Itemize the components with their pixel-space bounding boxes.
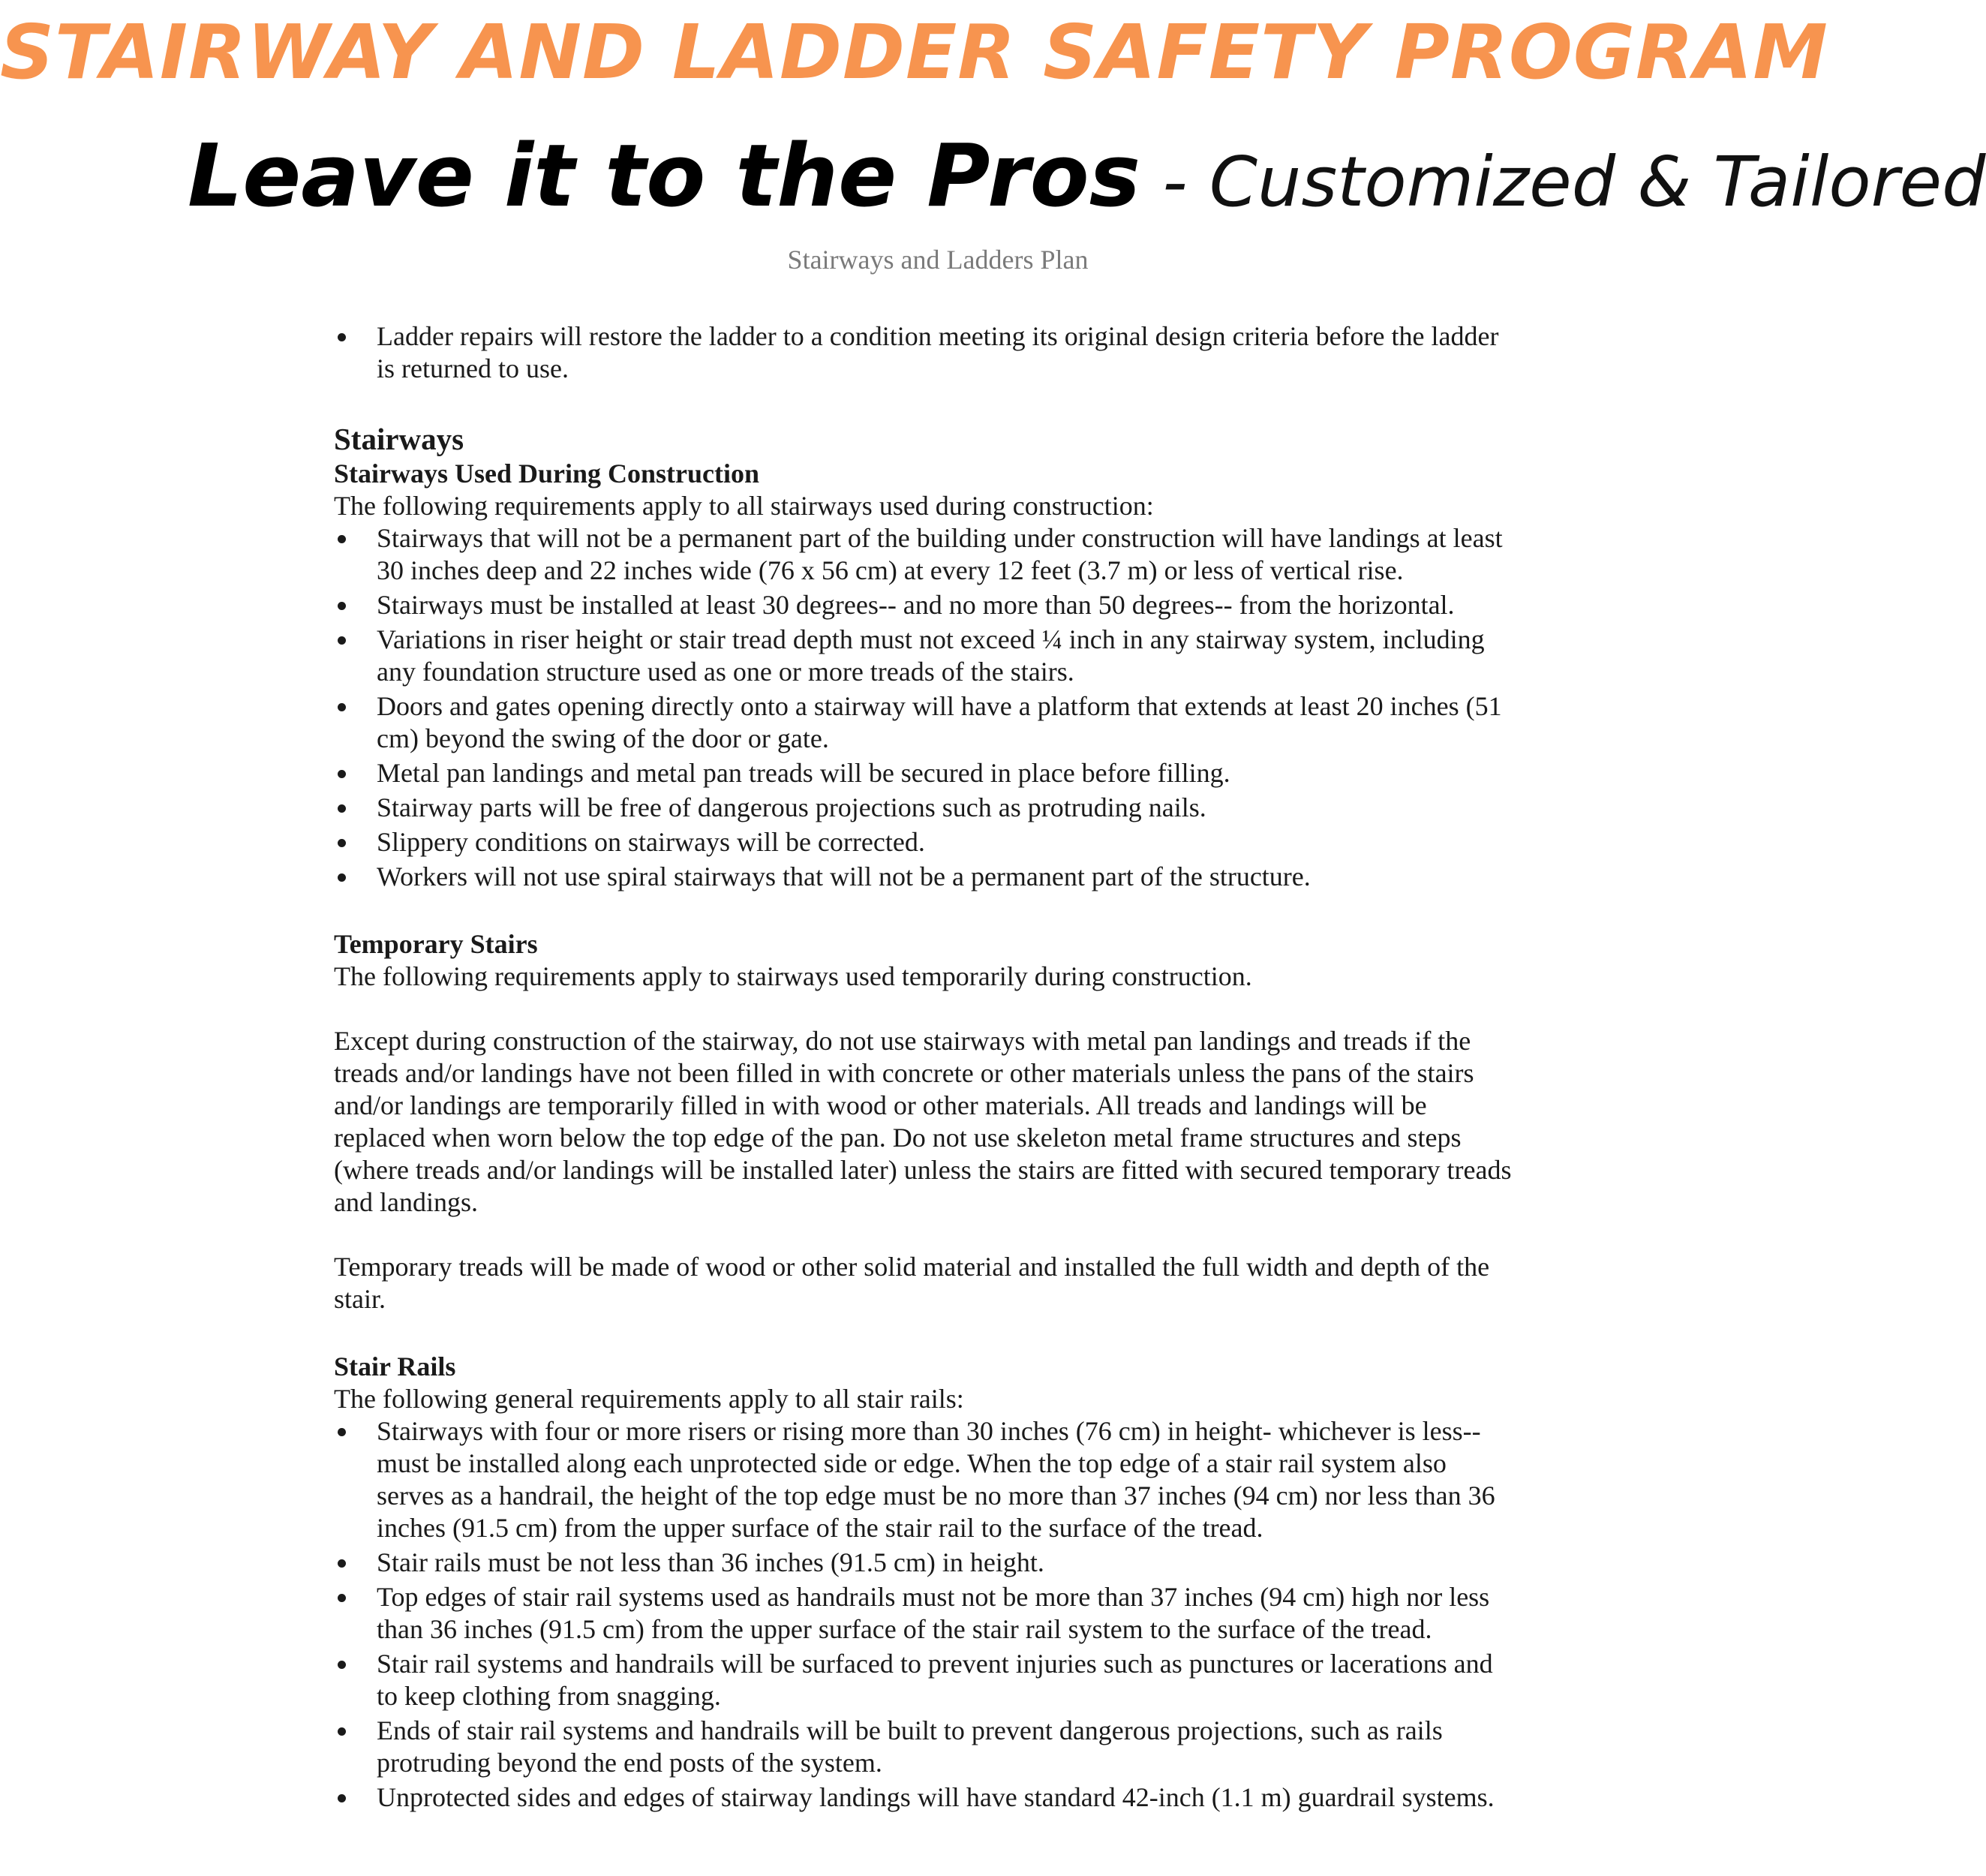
- list-item-text: Ends of stair rail systems and handrails will be built to prevent dangerous projections, such as rails protruding beyond the end posts of the system.: [377, 1715, 1443, 1778]
- list-item-text: Stairways must be installed at least 30 degrees-- and no more than 50 degrees-- from the horizontal.: [377, 590, 1455, 620]
- temporary-paragraph-1: Except during construction of the stairway, do not use stairways with metal pan landings and treads if the treads and/or landings have not been filled in with concrete or other materials unless the pans of the stairs and/or landings are temporarily filled in with wood or other materials. All treads and landings will be replaced when worn below the top edge of the pan. Do not use skeleton metal frame structures and steps (where treads and/or landings will be installed later) unless the stairs are fitted with secured temporary treads and landings.: [334, 1026, 1512, 1217]
- construction-intro: The following requirements apply to all stairways used during construction:: [334, 491, 1154, 521]
- list-item-text: Stairway parts will be free of dangerous projections such as protruding nails.: [377, 792, 1206, 822]
- list-item-text: Metal pan landings and metal pan treads will be secured in place before filling.: [377, 758, 1230, 788]
- bullet-icon: [338, 1661, 346, 1669]
- list-item: [334, 589, 1512, 621]
- bullet-icon: [338, 1794, 346, 1802]
- document-header: Stairways and Ladders Plan: [787, 245, 1089, 275]
- intro-bullet-list: [334, 320, 1512, 385]
- document-body: [334, 320, 1512, 1816]
- list-item: [334, 1547, 1512, 1579]
- list-item-text: Slippery conditions on stairways will be corrected.: [377, 827, 925, 857]
- list-item: [334, 690, 1512, 755]
- list-item: [334, 1715, 1512, 1779]
- bullet-icon: [338, 535, 346, 543]
- list-item-text: Stair rail systems and handrails will be surfaced to prevent injuries such as punctures or lacerations and to keep clothing from snagging.: [377, 1649, 1493, 1711]
- list-item: [334, 1648, 1512, 1712]
- bullet-icon: [338, 873, 346, 882]
- banner-title: STAIRWAY AND LADDER SAFETY PROGRAM: [0, 8, 1828, 96]
- temporary-paragraph-2: Temporary treads will be made of wood or other solid material and installed the full width and depth of the stair.: [334, 1252, 1490, 1314]
- list-item-text: Stairways that will not be a permanent part of the building under construction will have landings at least 30 inches deep and 22 inches wide (76 x 56 cm) at every 12 feet (3.7 m) or less of vertical rise.: [377, 523, 1503, 585]
- bullet-icon: [338, 804, 346, 813]
- tagline-light: - Customized & Tailored: [1140, 142, 1986, 222]
- bullet-icon: [338, 1559, 346, 1568]
- heading-temporary-stairs: Temporary Stairs: [334, 929, 538, 959]
- bullet-icon: [338, 1428, 346, 1436]
- heading-stair-rails: Stair Rails: [334, 1351, 456, 1381]
- section-title-stairways: Stairways: [334, 422, 464, 456]
- list-item: [334, 1781, 1512, 1814]
- list-item: [334, 1415, 1512, 1544]
- list-item-text: Stairways with four or more risers or rising more than 30 inches (76 cm) in height- whichever is less-- must be installed along each unprotected side or edge. When the top edge of a stair rail system also serves as a handrail, the height of the top edge must be no more than 37 inches (94 cm) nor less than 36 inches (91.5 cm) from the upper surface of the stair rail to the surface of the tread.: [377, 1416, 1495, 1543]
- rails-intro: The following general requirements apply to all stair rails:: [334, 1384, 964, 1414]
- list-item: [334, 757, 1512, 789]
- list-item: [334, 1581, 1512, 1646]
- list-item: [334, 792, 1512, 824]
- list-item-text: Doors and gates opening directly onto a stairway will have a platform that extends at least 20 inches (51 cm) beyond the swing of the door or gate.: [377, 691, 1502, 753]
- bullet-icon: [338, 1594, 346, 1602]
- bullet-icon: [338, 636, 346, 645]
- bullet-icon: [338, 839, 346, 847]
- bullet-icon: [338, 333, 346, 341]
- list-item: [334, 861, 1512, 893]
- bullet-icon: [338, 703, 346, 711]
- list-item-text: Top edges of stair rail systems used as handrails must not be more than 37 inches (94 cm) high nor less than 36 inches (91.5 cm) from the upper surface of the stair rail system to the surface of the tread.: [377, 1582, 1490, 1644]
- rails-bullet-list: [334, 1415, 1512, 1814]
- temporary-intro: The following requirements apply to stairways used temporarily during construction.: [334, 961, 1252, 991]
- list-item: [334, 320, 1512, 385]
- heading-stairways-used-during-construction: Stairways Used During Construction: [334, 458, 760, 489]
- bullet-icon: [338, 770, 346, 778]
- list-item-text: Unprotected sides and edges of stairway landings will have standard 42-inch (1.1 m) guardrail systems.: [377, 1782, 1495, 1812]
- list-item-text: Ladder repairs will restore the ladder to a condition meeting its original design criteria before the ladder is returned to use.: [377, 321, 1499, 383]
- list-item-text: Variations in riser height or stair tread depth must not exceed ¼ inch in any stairway system, including any foundation structure used as one or more treads of the stairs.: [377, 624, 1485, 687]
- bullet-icon: [338, 1727, 346, 1736]
- list-item-text: Workers will not use spiral stairways that will not be a permanent part of the structure.: [377, 861, 1311, 891]
- bullet-icon: [338, 602, 346, 610]
- list-item-text: Stair rails must be not less than 36 inches (91.5 cm) in height.: [377, 1547, 1044, 1577]
- list-item: [334, 624, 1512, 688]
- list-item: [334, 826, 1512, 858]
- tagline: [188, 120, 1986, 258]
- list-item: [334, 522, 1512, 587]
- construction-bullet-list: [334, 522, 1512, 893]
- tagline-bold: Leave it to the Pros: [188, 126, 1141, 227]
